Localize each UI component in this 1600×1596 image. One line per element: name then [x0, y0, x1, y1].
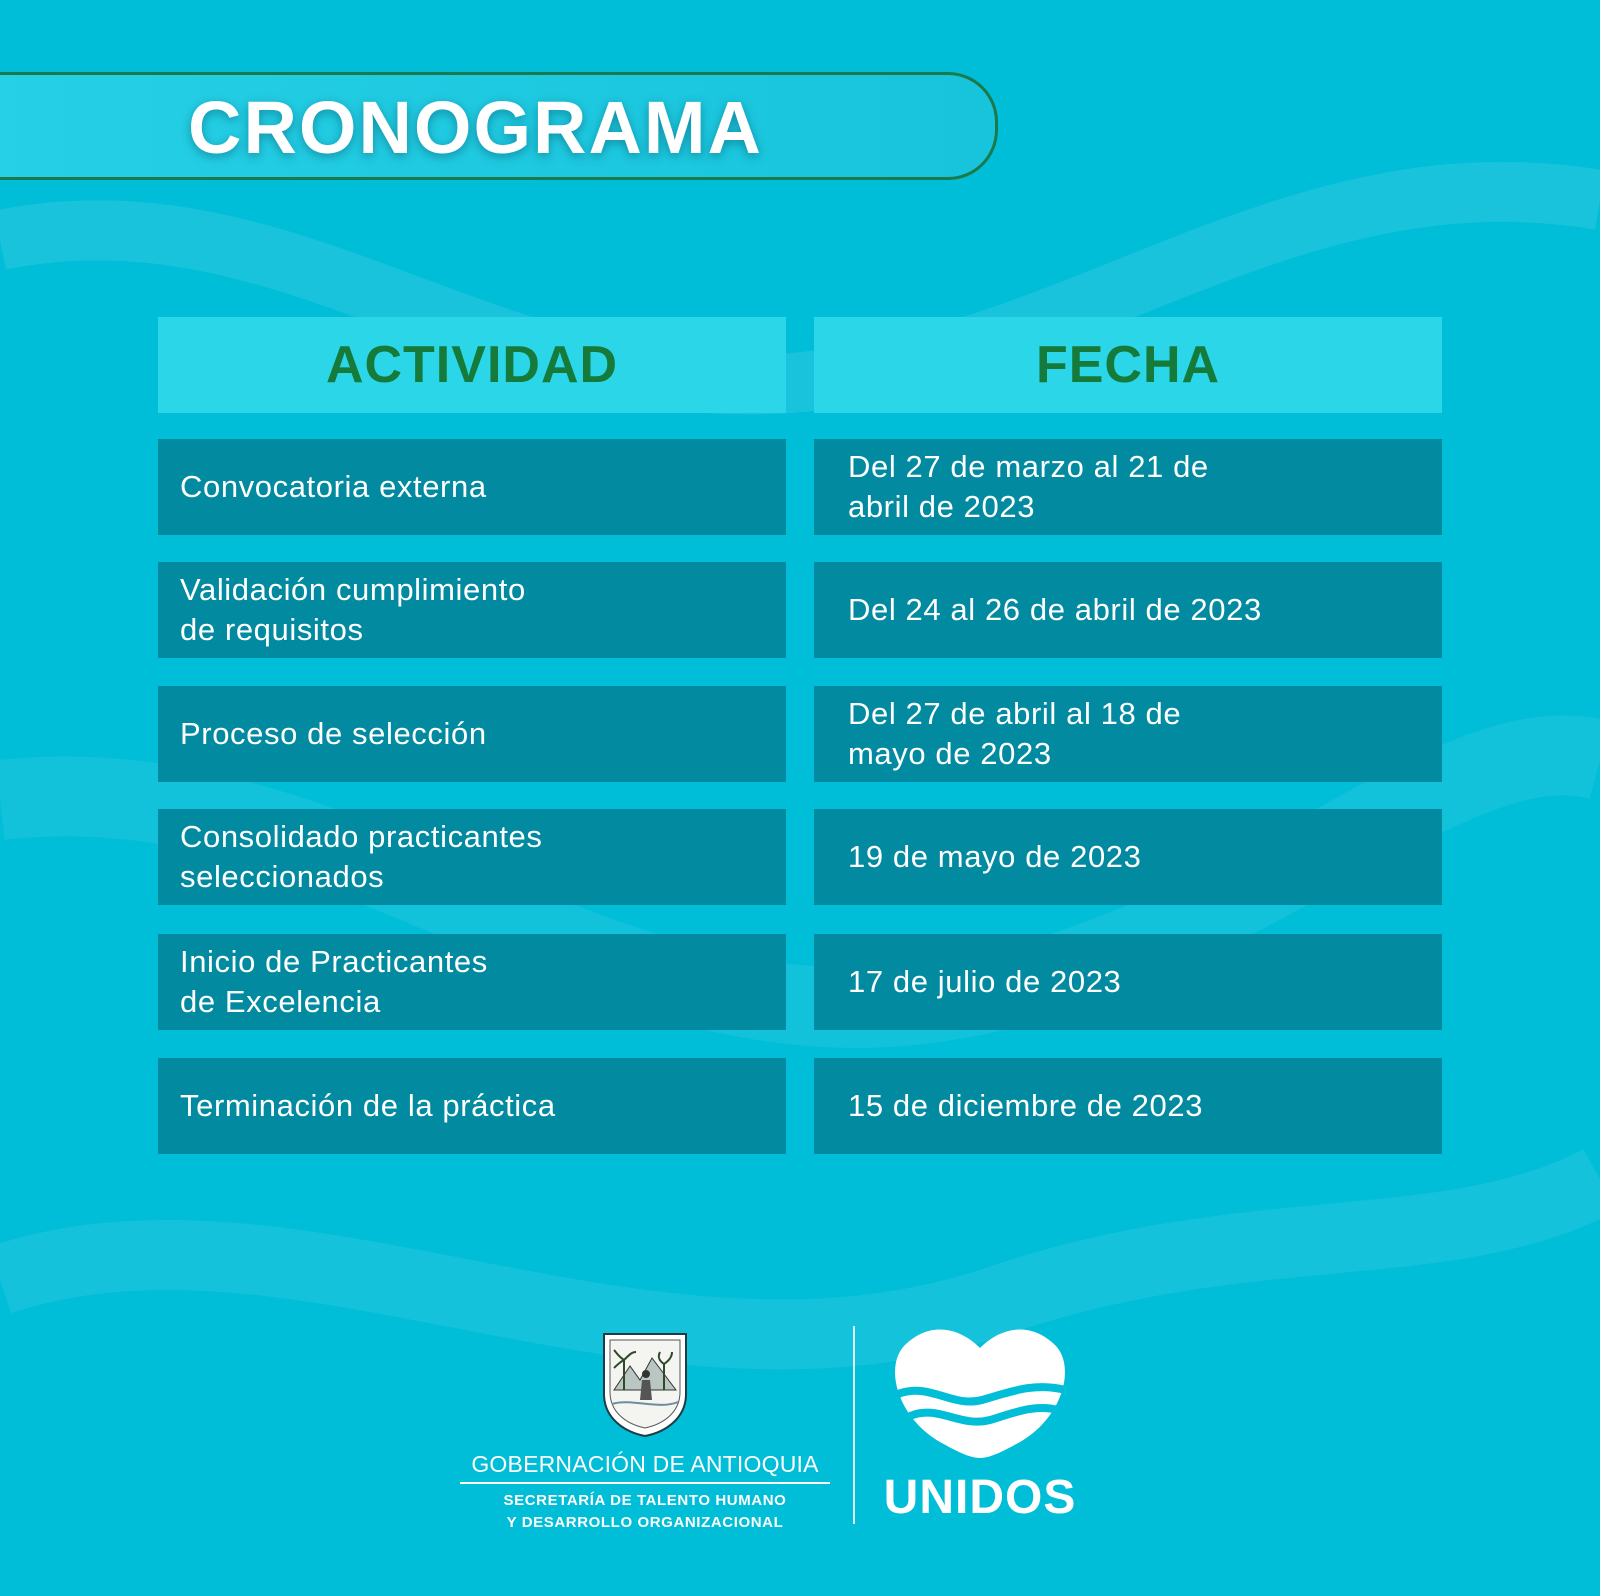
activity-line: Validación cumplimiento [180, 572, 526, 607]
table-row-date [814, 562, 1442, 658]
gobernacion-subtitle-1: SECRETARÍA DE TALENTO HUMANO [503, 1492, 787, 1509]
date-line: Del 27 de abril al 18 de [848, 696, 1182, 731]
activity-line: Convocatoria externa [180, 469, 487, 504]
date-line: 19 de mayo de 2023 [848, 839, 1142, 874]
table-row-date [814, 1058, 1442, 1154]
table-row-activity [158, 439, 786, 535]
table-row-activity [158, 934, 786, 1030]
date-line: abril de 2023 [848, 489, 1036, 524]
table-row-date [814, 809, 1442, 905]
activity-line: Consolidado practicantes [180, 819, 543, 854]
activity-line: Proceso de selección [180, 716, 487, 751]
unidos-heart-icon [890, 1324, 1070, 1460]
table-row-activity [158, 686, 786, 782]
header-date: FECHA [814, 317, 1442, 413]
activity-line: seleccionados [180, 859, 385, 894]
table-row-date [814, 439, 1442, 535]
antioquia-shield-icon [600, 1330, 690, 1438]
footer-logos [0, 1320, 1600, 1580]
date-line: 17 de julio de 2023 [848, 964, 1122, 999]
activity-line: Inicio de Practicantes [180, 944, 488, 979]
gobernacion-title: GOBERNACIÓN DE ANTIOQUIA [471, 1451, 819, 1477]
table-row-activity [158, 1058, 786, 1154]
table-row-date [814, 686, 1442, 782]
header-activity: ACTIVIDAD [158, 317, 786, 413]
date-line: Del 27 de marzo al 21 de [848, 449, 1209, 484]
table-row-activity [158, 809, 786, 905]
activity-line: Terminación de la práctica [180, 1088, 556, 1123]
page-title: CRONOGRAMA [188, 86, 763, 169]
date-line: mayo de 2023 [848, 736, 1052, 771]
table-row-activity [158, 562, 786, 658]
date-line: Del 24 al 26 de abril de 2023 [848, 592, 1262, 627]
activity-line: de requisitos [180, 612, 364, 647]
unidos-brand: UNIDOS [883, 1471, 1077, 1524]
gobernacion-subtitle-2: Y DESARROLLO ORGANIZACIONAL [506, 1514, 784, 1531]
activity-line: de Excelencia [180, 984, 381, 1019]
date-line: 15 de diciembre de 2023 [848, 1088, 1204, 1123]
gobernacion-divider [460, 1482, 830, 1484]
logo-divider [853, 1326, 855, 1524]
table-row-date [814, 934, 1442, 1030]
